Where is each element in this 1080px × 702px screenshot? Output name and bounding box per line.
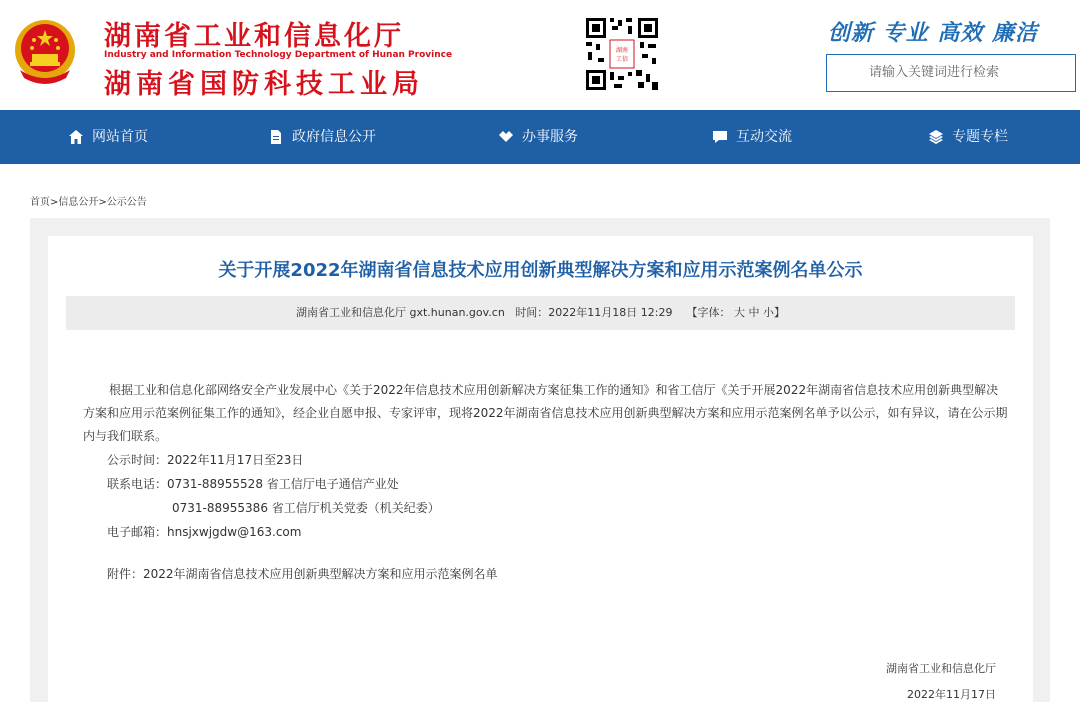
- article-meta-bar: [66, 296, 1015, 330]
- national-emblem-logo: [12, 18, 78, 88]
- signature-date: 2022年11月17日: [907, 688, 996, 701]
- nav-item-interaction[interactable]: [712, 110, 792, 164]
- breadcrumb-notices[interactable]: 公示公告: [106, 197, 147, 208]
- nav-item-home[interactable]: [68, 110, 148, 164]
- document-icon: [268, 129, 284, 145]
- site-title-english: Industry and Information Technology Department of Hunan Province: [104, 50, 453, 60]
- search-input[interactable]: 请输入关键词进行检索: [826, 54, 1076, 92]
- contact-phone-2: 0731-88955386 省工信厅机关党委（机关纪委）: [172, 501, 440, 515]
- qr-caption-bottom: 工信: [615, 56, 629, 63]
- nav-item-label: 专题专栏: [952, 129, 1008, 145]
- nav-item-topics[interactable]: [928, 110, 1008, 164]
- layers-icon: [928, 129, 944, 145]
- font-size-medium-button[interactable]: 中: [748, 306, 760, 319]
- nav-item-label: 互动交流: [736, 129, 792, 145]
- article-source: 湖南省工业和信息化厅 gxt.hunan.gov.cn: [296, 306, 505, 319]
- site-title-primary: 湖南省工业和信息化厅: [104, 21, 404, 52]
- breadcrumb-separator: >: [50, 197, 59, 208]
- main-nav: [0, 110, 1080, 164]
- site-slogan: 创新 专业 高效 廉洁: [828, 21, 1038, 46]
- article-panel: [48, 236, 1033, 702]
- nav-item-label: 网站首页: [92, 129, 148, 145]
- article-body: [83, 379, 1008, 586]
- nav-item-label: 政府信息公开: [292, 129, 376, 145]
- nav-item-services[interactable]: [498, 110, 578, 164]
- article-title: 关于开展2022年湖南省信息技术应用创新典型解决方案和应用示范案例名单公示: [218, 260, 863, 281]
- article-time: 时间：2022年11月18日 12:29: [515, 306, 673, 319]
- font-size-suffix: 】: [774, 306, 785, 319]
- chat-icon: [712, 129, 728, 145]
- attachment-link[interactable]: 附件：2022年湖南省信息技术应用创新典型解决方案和应用示范案例名单: [107, 567, 498, 581]
- nav-item-label: 办事服务: [522, 129, 578, 145]
- font-size-small-button[interactable]: 小: [763, 306, 774, 319]
- article-paragraph: 根据工业和信息化部网络安全产业发展中心《关于2022年信息技术应用创新解决方案征集工作的通知》和省工信厅《关于开展2022年湖南省信息技术应用创新典型解决方案和应用示范案例征集工作的通知》，经企业自愿申报、专家评审，现将2022年湖南省信息技术应用创新典型解决方案和应用示范案例名单予以公示，如有异议，请在公示期内与我们联系。: [83, 383, 1008, 443]
- site-title-secondary: 湖南省国防科技工业局: [104, 69, 424, 100]
- handshake-icon: [498, 129, 514, 145]
- breadcrumb: [30, 193, 147, 208]
- signature-block: [886, 656, 996, 702]
- site-header: [0, 0, 1080, 108]
- contact-email: 电子邮箱：hnsjxwjgdw@163.com: [107, 525, 302, 539]
- font-size-large-button[interactable]: 大: [734, 306, 745, 319]
- qr-code-icon: [584, 16, 660, 92]
- breadcrumb-separator: >: [98, 197, 107, 208]
- font-size-prefix: 【字体：: [686, 306, 731, 319]
- contact-phone-1: 联系电话：0731-88955528 省工信厅电子通信产业处: [107, 477, 399, 491]
- signature-org: 湖南省工业和信息化厅: [886, 662, 996, 675]
- nav-item-gov-info[interactable]: [268, 110, 376, 164]
- notice-period: 公示时间：2022年11月17日至23日: [107, 453, 304, 467]
- qr-caption-top: 湖南: [615, 47, 629, 54]
- breadcrumb-home[interactable]: 首页: [30, 197, 50, 208]
- breadcrumb-info-public[interactable]: 信息公开: [58, 197, 99, 208]
- home-icon: [68, 129, 84, 145]
